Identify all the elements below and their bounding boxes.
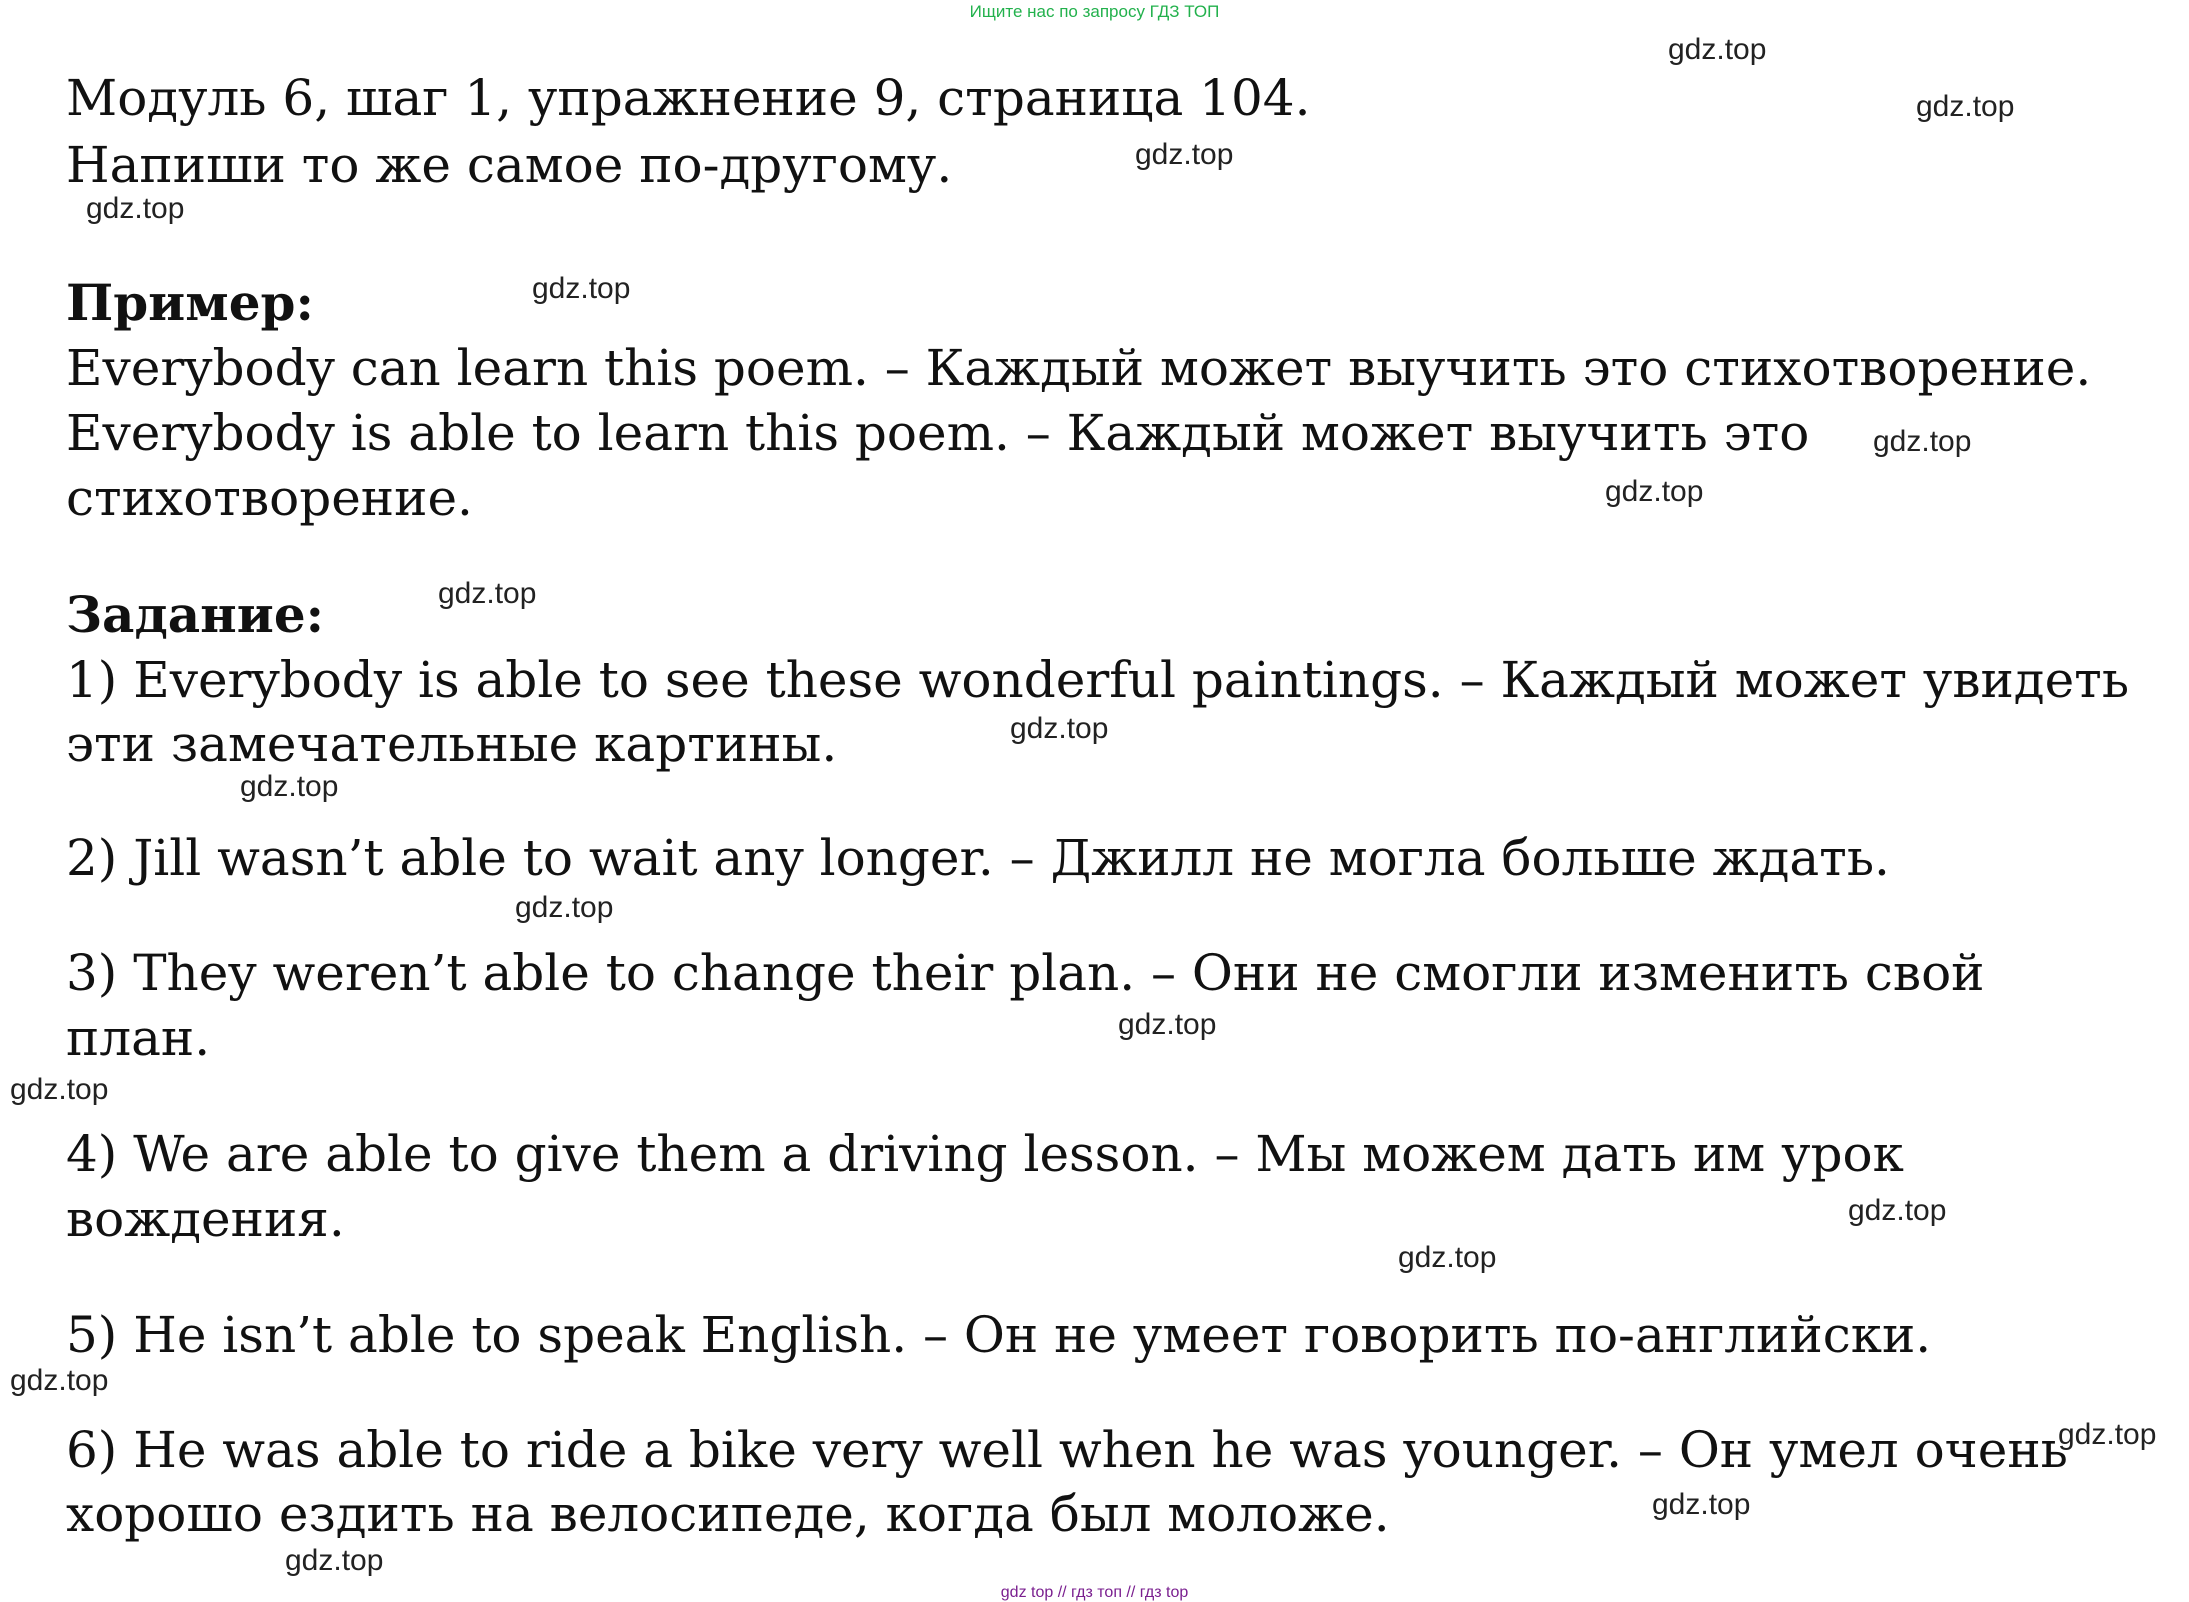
watermark: gdz.top — [532, 272, 631, 305]
watermark: gdz.top — [1652, 1488, 1751, 1521]
task-item-3-line-2: план. — [66, 1009, 211, 1067]
page-title: Модуль 6, шаг 1, упражнение 9, страница 104. — [66, 69, 1311, 127]
example-line: Everybody can learn this poem. – Каждый может выучить это стихотворение. — [66, 339, 2092, 397]
watermark: gdz.top — [1916, 90, 2015, 123]
task-item-1-line-2: эти замечательные картины. — [66, 715, 838, 773]
watermark: gdz.top — [1848, 1194, 1947, 1227]
example-heading: Пример: — [66, 273, 314, 332]
watermark: gdz.top — [1135, 138, 1234, 171]
task-item-6-line-1: 6) He was able to ride a bike very well when he was younger. – Он умел очень — [66, 1421, 2068, 1479]
watermark: gdz.top — [1873, 425, 1972, 458]
watermark: gdz.top — [10, 1364, 109, 1397]
task-item-1-line-1: 1) Everybody is able to see these wonderful paintings. – Каждый может увидеть — [66, 651, 2130, 709]
example-line: стихотворение. — [66, 469, 473, 527]
watermark: gdz.top — [1118, 1008, 1217, 1041]
watermark: gdz.top — [86, 192, 185, 225]
task-heading: Задание: — [66, 585, 325, 644]
task-item-5-line-1: 5) He isn’t able to speak English. – Он не умеет говорить по-английски. — [66, 1306, 1932, 1364]
watermark: gdz.top — [10, 1073, 109, 1106]
task-item-6-line-2: хорошо ездить на велосипеде, когда был моложе. — [66, 1485, 1390, 1543]
watermark: gdz.top — [285, 1544, 384, 1577]
watermark: gdz.top — [515, 891, 614, 924]
watermark: gdz.top — [1668, 33, 1767, 66]
task-item-4-line-2: вождения. — [66, 1190, 345, 1248]
task-item-2-line-1: 2) Jill wasn’t able to wait any longer. – Джилл не могла больше ждать. — [66, 829, 1890, 887]
task-item-4-line-1: 4) We are able to give them a driving lesson. – Мы можем дать им урок — [66, 1125, 1904, 1183]
task-item-3-line-1: 3) They weren’t able to change their plan. – Они не смогли изменить свой — [66, 944, 1985, 1002]
example-line: Everybody is able to learn this poem. – Каждый может выучить это — [66, 404, 1810, 462]
watermark: gdz.top — [1398, 1241, 1497, 1274]
instruction-text: Напиши то же самое по-другому. — [66, 136, 953, 194]
watermark: gdz.top — [2058, 1418, 2157, 1451]
watermark: gdz.top — [1605, 475, 1704, 508]
top-banner: Ищите нас по запросу ГДЗ ТОП — [969, 2, 1220, 21]
watermark: gdz.top — [240, 770, 339, 803]
watermark: gdz.top — [438, 577, 537, 610]
watermark: gdz.top — [1010, 712, 1109, 745]
bottom-banner: gdz top // гдз топ // гдз top — [1000, 1584, 1189, 1601]
